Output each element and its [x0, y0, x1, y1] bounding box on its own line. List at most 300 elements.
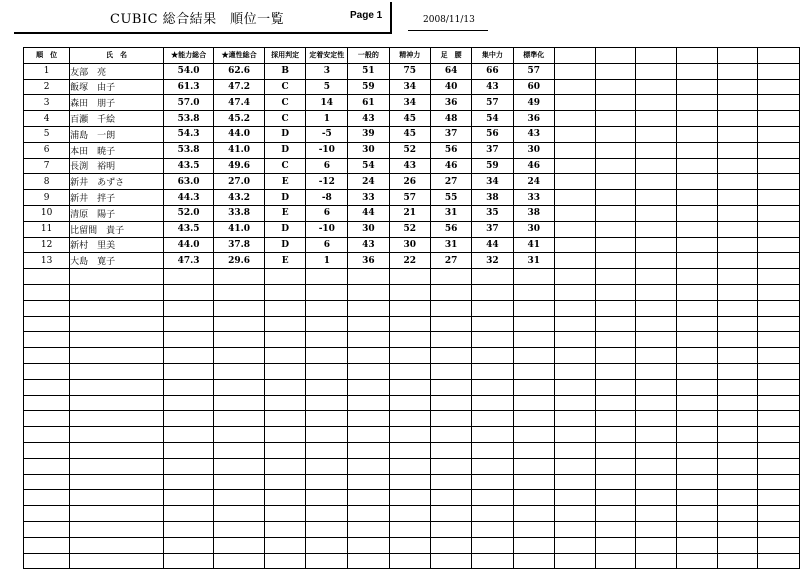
cell-stability	[306, 379, 348, 395]
cell-focus	[472, 332, 513, 348]
cell-ability	[163, 316, 214, 332]
cell-std	[513, 332, 554, 348]
cell-focus	[472, 348, 513, 364]
cell-empty	[554, 221, 595, 237]
cell-empty	[717, 537, 758, 553]
cell-hire	[264, 363, 306, 379]
cell-std: 31	[513, 253, 554, 269]
cell-std	[513, 442, 554, 458]
cell-empty	[636, 395, 677, 411]
cell-mental: 52	[389, 221, 430, 237]
cell-focus	[472, 411, 513, 427]
cell-empty	[717, 158, 758, 174]
cell-general: 24	[348, 174, 389, 190]
cell-focus	[472, 395, 513, 411]
cell-empty	[676, 411, 717, 427]
cell-empty	[554, 284, 595, 300]
cell-focus: 44	[472, 237, 513, 253]
cell-hire	[264, 269, 306, 285]
cell-std	[513, 363, 554, 379]
cell-name: 新井 あずさ	[70, 174, 164, 190]
cell-empty	[554, 474, 595, 490]
cell-rank: 13	[24, 253, 70, 269]
cell-stability	[306, 395, 348, 411]
cell-empty	[758, 300, 800, 316]
cell-mental	[389, 553, 430, 569]
cell-std: 33	[513, 190, 554, 206]
cell-aptitude: 45.2	[214, 111, 265, 127]
cell-rank	[24, 490, 70, 506]
table-row	[24, 237, 800, 253]
cell-empty	[554, 442, 595, 458]
cell-name: 浦島 一朗	[70, 126, 164, 142]
col-focus-header: 集中力	[472, 48, 513, 64]
cell-empty	[636, 158, 677, 174]
cell-name	[70, 363, 164, 379]
cell-mental	[389, 458, 430, 474]
cell-name	[70, 553, 164, 569]
cell-empty	[554, 506, 595, 522]
cell-ability	[163, 537, 214, 553]
cell-empty	[676, 395, 717, 411]
cell-general	[348, 269, 389, 285]
cell-general: 51	[348, 63, 389, 79]
cell-focus	[472, 284, 513, 300]
cell-focus	[472, 458, 513, 474]
cell-ability	[163, 506, 214, 522]
cell-ability	[163, 300, 214, 316]
cell-ability: 43.5	[163, 221, 214, 237]
cell-empty	[676, 221, 717, 237]
cell-std	[513, 537, 554, 553]
cell-empty	[554, 458, 595, 474]
empty-row	[24, 490, 800, 506]
cell-mental	[389, 395, 430, 411]
cell-std: 46	[513, 158, 554, 174]
cell-empty	[636, 190, 677, 206]
cell-empty	[595, 79, 636, 95]
cell-stability	[306, 442, 348, 458]
cell-focus	[472, 474, 513, 490]
cell-focus	[472, 269, 513, 285]
cell-empty	[717, 395, 758, 411]
cell-aptitude: 43.2	[214, 190, 265, 206]
cell-empty	[758, 269, 800, 285]
cell-ability: 61.3	[163, 79, 214, 95]
cell-legs	[430, 427, 471, 443]
cell-std: 41	[513, 237, 554, 253]
cell-empty	[758, 126, 800, 142]
col-empty-header	[595, 48, 636, 64]
cell-aptitude: 44.0	[214, 126, 265, 142]
cell-empty	[595, 300, 636, 316]
cell-legs: 36	[430, 95, 471, 111]
cell-empty	[676, 237, 717, 253]
cell-empty	[717, 111, 758, 127]
cell-ability: 43.5	[163, 158, 214, 174]
cell-ability: 53.8	[163, 111, 214, 127]
cell-hire	[264, 442, 306, 458]
cell-empty	[758, 332, 800, 348]
cell-stability	[306, 427, 348, 443]
cell-empty	[758, 63, 800, 79]
table-row	[24, 190, 800, 206]
cell-general	[348, 427, 389, 443]
cell-general	[348, 521, 389, 537]
cell-name: 新井 拌子	[70, 190, 164, 206]
cell-empty	[717, 205, 758, 221]
cell-empty	[676, 506, 717, 522]
cell-name	[70, 490, 164, 506]
cell-ability: 54.3	[163, 126, 214, 142]
cell-empty	[554, 126, 595, 142]
empty-row	[24, 442, 800, 458]
cell-rank	[24, 269, 70, 285]
cell-stability: 6	[306, 237, 348, 253]
cell-empty	[554, 363, 595, 379]
cell-legs: 55	[430, 190, 471, 206]
cell-aptitude	[214, 458, 265, 474]
table-row	[24, 221, 800, 237]
cell-stability: 6	[306, 205, 348, 221]
cell-general: 36	[348, 253, 389, 269]
cell-std	[513, 411, 554, 427]
col-empty-header	[676, 48, 717, 64]
cell-empty	[758, 253, 800, 269]
cell-focus	[472, 363, 513, 379]
cell-std	[513, 458, 554, 474]
cell-general	[348, 379, 389, 395]
cell-empty	[554, 174, 595, 190]
cell-empty	[636, 490, 677, 506]
cell-empty	[717, 253, 758, 269]
cell-name: 森田 朋子	[70, 95, 164, 111]
empty-row	[24, 553, 800, 569]
cell-empty	[717, 521, 758, 537]
cell-legs: 56	[430, 221, 471, 237]
cell-empty	[636, 126, 677, 142]
cell-general	[348, 490, 389, 506]
table-row	[24, 205, 800, 221]
cell-focus	[472, 300, 513, 316]
cell-name	[70, 332, 164, 348]
cell-ability: 54.0	[163, 63, 214, 79]
cell-ability: 57.0	[163, 95, 214, 111]
cell-mental	[389, 506, 430, 522]
cell-ability	[163, 395, 214, 411]
cell-rank: 2	[24, 79, 70, 95]
cell-rank: 9	[24, 190, 70, 206]
cell-hire	[264, 506, 306, 522]
cell-focus: 56	[472, 126, 513, 142]
cell-rank: 4	[24, 111, 70, 127]
cell-legs: 46	[430, 158, 471, 174]
cell-mental: 57	[389, 190, 430, 206]
page-number: Page 1	[350, 10, 383, 21]
cell-empty	[636, 427, 677, 443]
cell-aptitude: 29.6	[214, 253, 265, 269]
cell-empty	[636, 174, 677, 190]
cell-mental: 43	[389, 158, 430, 174]
cell-empty	[636, 363, 677, 379]
cell-mental	[389, 269, 430, 285]
table-row	[24, 126, 800, 142]
table-row	[24, 158, 800, 174]
cell-stability: -10	[306, 221, 348, 237]
cell-std	[513, 521, 554, 537]
cell-empty	[636, 332, 677, 348]
cell-hire	[264, 458, 306, 474]
cell-stability	[306, 490, 348, 506]
cell-std	[513, 284, 554, 300]
cell-empty	[554, 142, 595, 158]
cell-rank: 11	[24, 221, 70, 237]
cell-hire: D	[264, 142, 306, 158]
cell-empty	[676, 316, 717, 332]
cell-empty	[758, 158, 800, 174]
cell-rank	[24, 442, 70, 458]
cell-std: 30	[513, 221, 554, 237]
cell-empty	[595, 458, 636, 474]
cell-aptitude: 47.4	[214, 95, 265, 111]
cell-legs	[430, 553, 471, 569]
empty-row	[24, 506, 800, 522]
cell-ability: 63.0	[163, 174, 214, 190]
cell-empty	[595, 253, 636, 269]
cell-legs	[430, 521, 471, 537]
cell-empty	[676, 126, 717, 142]
cell-ability	[163, 379, 214, 395]
cell-name	[70, 537, 164, 553]
col-ability-header: ★能力総合	[163, 48, 214, 64]
cell-empty	[676, 490, 717, 506]
cell-general: 39	[348, 126, 389, 142]
cell-aptitude	[214, 411, 265, 427]
cell-rank	[24, 348, 70, 364]
cell-empty	[595, 111, 636, 127]
cell-aptitude	[214, 474, 265, 490]
header-row	[24, 48, 800, 64]
cell-empty	[595, 332, 636, 348]
cell-empty	[758, 174, 800, 190]
cell-empty	[595, 158, 636, 174]
cell-mental	[389, 474, 430, 490]
cell-empty	[636, 553, 677, 569]
cell-aptitude: 27.0	[214, 174, 265, 190]
col-legs-header: 足 腰	[430, 48, 471, 64]
cell-ability	[163, 442, 214, 458]
cell-name	[70, 427, 164, 443]
col-mental-header: 精神力	[389, 48, 430, 64]
cell-empty	[676, 537, 717, 553]
cell-stability	[306, 316, 348, 332]
cell-aptitude: 47.2	[214, 79, 265, 95]
cell-name	[70, 521, 164, 537]
cell-empty	[554, 111, 595, 127]
cell-mental	[389, 332, 430, 348]
cell-name: 新村 里美	[70, 237, 164, 253]
cell-empty	[717, 284, 758, 300]
cell-empty	[636, 537, 677, 553]
cell-mental: 45	[389, 111, 430, 127]
cell-hire: C	[264, 158, 306, 174]
empty-row	[24, 395, 800, 411]
cell-empty	[758, 237, 800, 253]
col-empty-header	[758, 48, 800, 64]
cell-rank	[24, 379, 70, 395]
cell-mental: 45	[389, 126, 430, 142]
cell-aptitude: 49.6	[214, 158, 265, 174]
cell-name	[70, 458, 164, 474]
cell-empty	[676, 174, 717, 190]
cell-legs	[430, 490, 471, 506]
cell-general	[348, 300, 389, 316]
cell-empty	[717, 95, 758, 111]
cell-empty	[717, 79, 758, 95]
cell-rank	[24, 474, 70, 490]
cell-empty	[758, 95, 800, 111]
cell-empty	[758, 205, 800, 221]
cell-empty	[676, 111, 717, 127]
cell-legs	[430, 395, 471, 411]
cell-aptitude	[214, 506, 265, 522]
cell-empty	[717, 427, 758, 443]
cell-empty	[676, 190, 717, 206]
cell-stability: -10	[306, 142, 348, 158]
cell-rank: 6	[24, 142, 70, 158]
cell-name: 長渕 裕明	[70, 158, 164, 174]
cell-stability	[306, 537, 348, 553]
cell-general: 43	[348, 237, 389, 253]
empty-row	[24, 521, 800, 537]
cell-empty	[676, 158, 717, 174]
cell-rank	[24, 458, 70, 474]
cell-name: 本田 暁子	[70, 142, 164, 158]
cell-focus	[472, 537, 513, 553]
cell-ability: 52.0	[163, 205, 214, 221]
cell-rank	[24, 316, 70, 332]
cell-empty	[717, 474, 758, 490]
cell-empty	[595, 142, 636, 158]
cell-rank: 10	[24, 205, 70, 221]
cell-std: 38	[513, 205, 554, 221]
empty-row	[24, 537, 800, 553]
cell-empty	[676, 205, 717, 221]
cell-empty	[676, 79, 717, 95]
ranking-table	[23, 47, 800, 569]
cell-stability	[306, 348, 348, 364]
cell-name	[70, 284, 164, 300]
cell-rank	[24, 506, 70, 522]
cell-aptitude	[214, 521, 265, 537]
cell-hire	[264, 348, 306, 364]
cell-ability	[163, 332, 214, 348]
cell-empty	[717, 442, 758, 458]
cell-empty	[636, 111, 677, 127]
cell-empty	[595, 474, 636, 490]
cell-focus: 54	[472, 111, 513, 127]
cell-mental: 75	[389, 63, 430, 79]
cell-mental	[389, 427, 430, 443]
cell-general	[348, 363, 389, 379]
cell-aptitude: 62.6	[214, 63, 265, 79]
cell-general: 54	[348, 158, 389, 174]
cell-empty	[595, 316, 636, 332]
cell-empty	[636, 442, 677, 458]
cell-name: 比留間 貴子	[70, 221, 164, 237]
cell-empty	[717, 379, 758, 395]
cell-std: 30	[513, 142, 554, 158]
col-empty-header	[717, 48, 758, 64]
cell-std	[513, 553, 554, 569]
cell-mental: 34	[389, 79, 430, 95]
cell-ability	[163, 348, 214, 364]
cell-focus	[472, 506, 513, 522]
cell-aptitude	[214, 442, 265, 458]
cell-aptitude	[214, 379, 265, 395]
cell-empty	[636, 348, 677, 364]
cell-hire: D	[264, 190, 306, 206]
cell-empty	[636, 300, 677, 316]
cell-empty	[717, 300, 758, 316]
cell-empty	[676, 284, 717, 300]
cell-legs	[430, 300, 471, 316]
empty-row	[24, 427, 800, 443]
cell-hire: D	[264, 237, 306, 253]
cell-focus	[472, 521, 513, 537]
cell-empty	[636, 95, 677, 111]
cell-empty	[717, 458, 758, 474]
table-row	[24, 111, 800, 127]
cell-legs: 31	[430, 205, 471, 221]
cell-empty	[595, 521, 636, 537]
cell-legs	[430, 458, 471, 474]
cell-ability	[163, 427, 214, 443]
cell-stability	[306, 411, 348, 427]
cell-hire: D	[264, 126, 306, 142]
cell-ability	[163, 474, 214, 490]
cell-empty	[595, 190, 636, 206]
cell-empty	[717, 174, 758, 190]
cell-legs: 27	[430, 174, 471, 190]
cell-empty	[595, 490, 636, 506]
cell-mental: 52	[389, 142, 430, 158]
cell-ability: 44.0	[163, 237, 214, 253]
cell-focus	[472, 316, 513, 332]
cell-empty	[758, 521, 800, 537]
cell-aptitude	[214, 363, 265, 379]
cell-hire	[264, 411, 306, 427]
cell-name	[70, 442, 164, 458]
cell-mental	[389, 363, 430, 379]
col-empty-header	[554, 48, 595, 64]
cell-rank	[24, 427, 70, 443]
cell-name	[70, 316, 164, 332]
cell-empty	[758, 395, 800, 411]
cell-std	[513, 395, 554, 411]
cell-legs: 40	[430, 79, 471, 95]
cell-empty	[554, 537, 595, 553]
col-hire-header: 採用判定	[264, 48, 306, 64]
cell-mental	[389, 379, 430, 395]
cell-empty	[758, 111, 800, 127]
cell-empty	[676, 300, 717, 316]
cell-general	[348, 348, 389, 364]
cell-empty	[595, 126, 636, 142]
cell-empty	[554, 411, 595, 427]
cell-empty	[717, 63, 758, 79]
cell-legs	[430, 442, 471, 458]
